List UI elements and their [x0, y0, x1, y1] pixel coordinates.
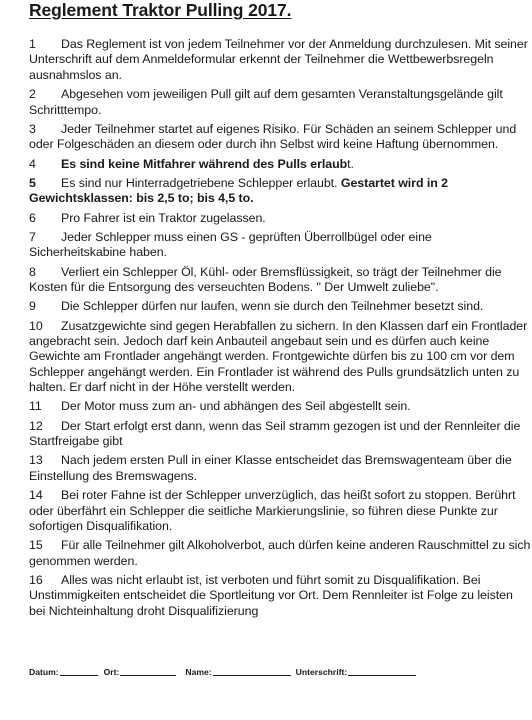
rule-text: Das Reglement ist von jedem Teilnehmer vor der Anmeldung durchzulesen. Mit seiner Unterschrift auf dem Anmeldeformular erkennt der Teilnehmer die Wettbewerbsregeln ausnahmslos an. [29, 37, 528, 82]
rule-item [29, 299, 532, 314]
rule-number: 1 [29, 37, 36, 51]
rule-number: 14 [29, 488, 43, 503]
rule-item [29, 230, 532, 261]
rule-text: Pro Fahrer ist ein Traktor zugelassen. [61, 210, 266, 225]
datum-field[interactable] [29, 667, 98, 677]
rule-number: 3 [29, 121, 36, 136]
document-title: Reglement Traktor Pulling 2017. [29, 0, 292, 20]
rule-number: 7 [29, 229, 36, 244]
rule-text: Der Start erfolgt erst dann, wenn das Seil stramm gezogen ist und der Rennleiter die Startfreigabe gibt [29, 418, 521, 449]
rule-item [29, 87, 532, 118]
unterschrift-line [348, 674, 416, 676]
name-field[interactable] [185, 667, 290, 677]
name-label: Name: [185, 667, 212, 677]
rule-item [29, 573, 532, 619]
rule-text: Verliert ein Schlepper Öl, Kühl- oder Bremsflüssigkeit, so trägt der Teilnehmer die Kosten für die Entsorgung des verseuchten Bodens. " Der Umwelt zuliebe". [29, 264, 502, 294]
rule-number: 4 [29, 156, 36, 171]
rule-number: 8 [29, 264, 36, 279]
rule-number: 2 [29, 87, 36, 102]
rule-text: Es sind nur Hinterradgetriebene Schlepper erlaubt. [61, 175, 341, 190]
rules-list [29, 37, 532, 623]
rule-text: Zusatzgewichte sind gegen Herabfallen zu sichern. In den Klassen darf ein Frontlader angebracht sein. Jedoch darf kein Anbauteil angebaut sein und es dürfen auch keine Gewichte am Frontlader angehängt werden. Frontgewichte dürfen bis zu 100 cm vor dem Schlepper angehängt werden. Ein Frontlader ist während des Pulls grundsätzlich unten zu halten. Er darf nicht in der Höhe verstellt werden. [29, 318, 528, 395]
rule-number: 6 [29, 210, 36, 225]
rule-text: Für alle Teilnehmer gilt Alkoholverbot, auch dürfen keine anderen Rauschmittel zu sich genommen werden. [29, 538, 531, 568]
rule-number: 15 [29, 538, 43, 553]
datum-line [60, 674, 98, 676]
rule-item [29, 319, 532, 396]
ort-line [120, 674, 176, 676]
datum-label: Datum: [29, 667, 59, 677]
rule-text: Gestartet wird in 2 Gewichtsklassen: bis 2,5 to; bis 4,5 to. [29, 175, 449, 206]
rule-item [29, 399, 532, 414]
ort-label: Ort: [103, 667, 120, 677]
rule-item [29, 453, 532, 484]
unterschrift-field[interactable] [296, 667, 417, 677]
rule-text: Es sind keine Mitfahrer während des Pulls erlaub [61, 156, 348, 171]
rule-text: Bei roter Fahne ist der Schlepper unverzüglich, das heißt sofort zu stoppen. Berührt oder überfährt ein Schlepper die seitliche Markierungslinie, so führen diese Punkte zur sofortigen Disqualifikation. [29, 488, 516, 533]
rule-number: 5 [29, 175, 36, 190]
rule-item [29, 211, 532, 226]
rule-number: 12 [29, 418, 43, 433]
rule-number: 9 [29, 299, 36, 314]
rule-text: Alles was nicht erlaubt ist, ist verboten und führt somit zu Disqualifikation. Bei Unstimmigkeiten entscheidet die Sportleitung vor Ort. Dem Rennleiter ist Folge zu leisten bei Nichteinhaltung droht Disqualifizierung [29, 572, 513, 618]
rule-number: 11 [29, 399, 42, 414]
rule-text: Abgesehen vom jeweiligen Pull gilt auf dem gesamten Veranstaltungsgelände gilt Schritttempo. [29, 87, 503, 117]
rule-item [29, 176, 532, 207]
rule-item [29, 37, 532, 83]
unterschrift-label: Unterschrift: [295, 667, 348, 677]
ort-field[interactable] [104, 667, 177, 677]
signature-footer [29, 667, 416, 677]
rule-text: Jeder Schlepper muss einen GS - geprüften Überrollbügel oder eine Sicherheitskabine haben. [29, 229, 432, 260]
rule-number: 16 [29, 572, 43, 587]
rule-item [29, 157, 532, 172]
rule-item [29, 488, 532, 534]
rule-item [29, 265, 532, 296]
rule-number: 10 [29, 318, 43, 333]
rule-item [29, 538, 532, 569]
rule-text: Der Motor muss zum an- und abhängen des Seil abgestellt sein. [61, 399, 411, 414]
rule-text: Nach jedem ersten Pull in einer Klasse entscheidet das Bremswagenteam über die Einstellung des Bremswagens. [29, 453, 512, 483]
rule-item [29, 419, 532, 450]
rule-number: 13 [29, 453, 43, 468]
rule-text: t. [347, 156, 354, 171]
rule-text: Jeder Teilnehmer startet auf eigenes Risiko. Für Schäden an seinem Schlepper und oder Folgeschäden an diesem oder durch ihn Selbst wird keine Haftung übernommen. [29, 121, 517, 152]
rule-item [29, 122, 532, 153]
name-line [213, 674, 291, 676]
rule-text: Die Schlepper dürfen nur laufen, wenn sie durch den Teilnehmer besetzt sind. [61, 299, 484, 314]
